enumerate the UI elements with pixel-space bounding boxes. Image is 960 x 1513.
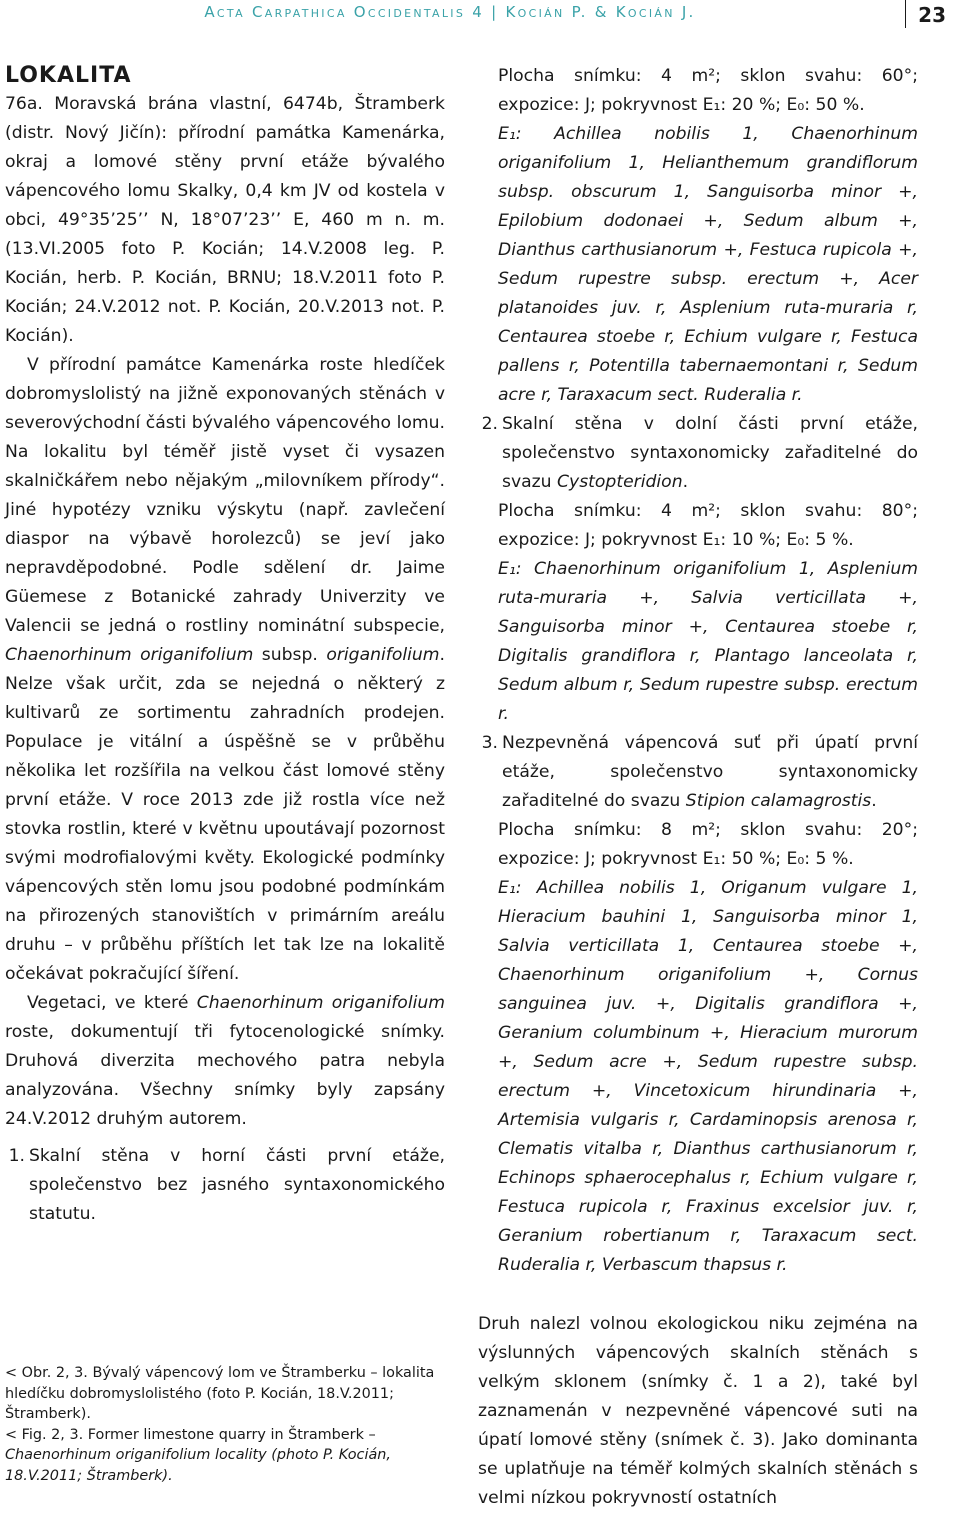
releve-2-plot: Plocha snímku: 4 m²; sklon svahu: 80°; expozice: J; pokryvnost E₁: 10 %; E₀: 5 %.	[498, 501, 918, 550]
caption-czech: < Obr. 2, 3. Bývalý vápencový lom ve Štramberku – lokalita hledíčku dobromyslolistého (foto P. Kocián, 18.V.2011; Štramberk).	[5, 1365, 435, 1422]
caption-english	[5, 1425, 445, 1487]
text-run: Vegetaci, ve které	[27, 993, 197, 1013]
body-paragraph-1	[5, 351, 445, 989]
item-number: 1.	[8, 1146, 25, 1166]
left-column	[5, 62, 445, 1229]
releve-1-plot: Plocha snímku: 4 m²; sklon svahu: 60°; expozice: J; pokryvnost E₁: 20 %; E₀: 50 %.	[498, 66, 918, 115]
text-run-italic: Chaenorhinum origanifolium locality (photo P. Kocián, 18.V.2011; Štramberk).	[5, 1447, 391, 1484]
text-run: .	[871, 791, 877, 811]
item-text: Skalní stěna v horní části první etáže, společenstvo bez jasného syntaxonomického statutu.	[29, 1146, 445, 1224]
section-heading: LOKALITA	[5, 63, 132, 88]
locality-paragraph: 76a. Moravská brána vlastní, 6474b, Štramberk (distr. Nový Jičín): přírodní památka Kamenárka, okraj a lomové stěny první etáže bývalého vápencového lomu Skalky, 0,4 km JV od kostela v obci, 49°35’25’’ N, 18°07’23’’ E, 460 m n. m. (13.VI.2005 foto P. Kocián; 14.V.2008 leg. P. Kocián, herb. P. Kocián, BRNU; 18.V.2011 foto P. Kocián; 24.V.2012 not. P. Kocián, 20.V.2013 not. P. Kocián).	[5, 94, 445, 346]
releve-3-species: E₁: Achillea nobilis 1, Origanum vulgare 1, Hieracium bauhini 1, Sanguisorba minor 1, Salvia verticillata 1, Centaurea stoebe +, Chaenorhinum origanifolium +, Cornus sanguinea juv. +, Digitalis grandiflora +, Geranium columbinum +, Hieracium murorum +, Sedum acre +, Sedum rupestre subsp. erectum +, Vincetoxicum hirundinaria +, Artemisia vulgaris r, Cardaminopsis arenosa r, Clematis vitalba r, Dianthus carthusianorum r, Echinops sphaerocephalus r, Echium vulgare r, Festuca rupicola r, Fraxinus excelsior juv. r, Geranium robertianum r, Taraxacum sect. Ruderalia r, Verbascum thapsus r.	[498, 878, 918, 1275]
text-run: .	[682, 472, 689, 492]
body-paragraph-2	[5, 989, 445, 1134]
right-column	[478, 62, 918, 1513]
releve-item-3	[478, 729, 918, 816]
item-text	[502, 729, 918, 816]
text-run: < Fig. 2, 3. Former limestone quarry in Štramberk –	[5, 1426, 376, 1443]
text-run: . Nelze však určit, zda se nejedná o některý z kultivarů ze sortimentu zahradních prodejen. Populace je vitální a úspěšně se v průběhu několika let rozšířila na velkou část lomové stěny první etáže. V roce 2013 zde již rostla více než stovka rostlin, které v květnu upoutávají pozornost svými modrofialovými květy. Ekologické podmínky vápencových stěn lomu jsou podobné podmínkám na přirozených stanovištích v primárním areálu druhu – v průběhu příštích let tak lze na lokalitě očekávat pokračující šíření.	[5, 645, 446, 984]
text-run: Nezpevněná vápencová suť při úpatí první etáže, společenstvo syntaxonomicky zařaditelné do svazu	[502, 733, 918, 811]
figure-caption	[5, 1363, 445, 1486]
releve-1-species: E₁: Achillea nobilis 1, Chaenorhinum origanifolium 1, Helianthemum grandiflorum subsp. obscurum 1, Sanguisorba minor +, Epilobium dodonaei +, Sedum album +, Dianthus carthusianorum +, Festuca rupicola +, Sedum rupestre subsp. erectum +, Acer platanoides juv. r, Asplenium ruta-muraria r, Centaurea stoebe r, Echium vulgare r, Festuca pallens r, Potentilla tabernaemontani r, Sedum acre r, Taraxacum sect. Ruderalia r.	[498, 124, 918, 405]
running-title: Acta Carpathica Occidentalis 4 | Kocián P. & Kocián J.	[204, 3, 696, 21]
item-number: 3.	[481, 733, 498, 753]
alliance-name: Cystopteridion	[557, 472, 683, 492]
alliance-name: Stipion calamagrostis	[685, 791, 872, 811]
subspecies-name: origanifolium	[326, 645, 440, 665]
running-header	[0, 0, 960, 34]
text-run: Skalní stěna v dolní části první etáže, společenstvo syntaxonomicky zařaditelné do svazu	[502, 414, 918, 492]
species-name: Chaenorhinum origanifolium	[196, 993, 446, 1013]
species-name: Chaenorhinum origanifolium	[5, 645, 254, 665]
text-run: V přírodní památce Kamenárka roste hledíček dobromyslolistý na jižně exponovaných stěnách v severovýchodní části bývalého vápencového lomu. Na lokalitu byl téměř jistě vyset či vysazen skalničkářem nebo nějakým „milovníkem přírody“. Jiné hypotézy vzniku výskytu (např. zavlečení diaspor na výbavě horolezců) se jeví jako nepravděpodobné. Podle sdělení dr. Jaime Güemese z Botanické zahrady Univerzity ve Valencii se jedná o rostliny nominátní subspecie,	[5, 355, 445, 636]
releve-3-plot: Plocha snímku: 8 m²; sklon svahu: 20°; expozice: J; pokryvnost E₁: 50 %; E₀: 5 %.	[498, 820, 918, 869]
item-text	[502, 410, 918, 497]
item-number: 2.	[481, 414, 498, 434]
releve-2-species: E₁: Chaenorhinum origanifolium 1, Asplenium ruta-muraria +, Salvia verticillata +, Sanguisorba minor +, Centaurea stoebe r, Digitalis grandiflora r, Plantago lanceolata r, Sedum album r, Sedum rupestre subsp. erectum r.	[498, 559, 918, 724]
page-number: 23	[905, 0, 946, 28]
text-run: subsp.	[253, 645, 327, 665]
text-run: roste, dokumentují tři fytocenologické snímky. Druhová diverzita mechového patra nebyla analyzována. Všechny snímky byly zapsány 24.V.2012 druhým autorem.	[5, 1022, 445, 1129]
releve-item-1	[5, 1142, 445, 1229]
closing-paragraph: Druh nalezl volnou ekologickou niku zejména na výslunných vápencových skalních stěnách s velkým sklonem (snímky č. 1 a 2), také byl zaznamenán v nezpevněné vápencové suti na úpatí lomové stěny (snímek č. 3). Jako dominanta se uplatňuje na téměř kolmých skalních stěnách s velmi nízkou pokryvností ostatních	[478, 1314, 918, 1508]
releve-item-2	[478, 410, 918, 497]
